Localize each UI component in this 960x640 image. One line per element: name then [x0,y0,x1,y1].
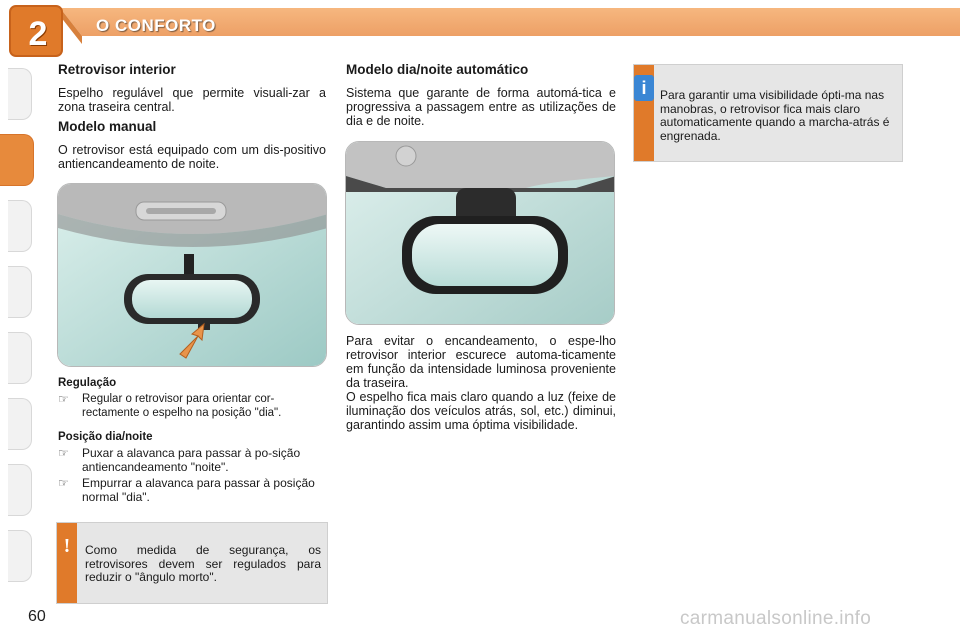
chapter-number: 2 [28,15,48,53]
manual-mirror-illustration [57,183,327,367]
info-note [633,64,903,162]
automatic-mirror-illustration [345,141,615,325]
chapter-tab[interactable] [8,68,32,120]
section-heading-retrovisor: Retrovisor interior [58,62,176,77]
chapter-tab[interactable] [8,530,32,582]
paragraph-intro: Espelho regulável que permite visuali-zar a zona traseira central. [58,86,326,114]
info-icon: i [634,75,654,101]
subheading-posicao: Posição dia/noite [58,431,153,443]
list-item [58,447,328,475]
list-item-text: Empurrar a alavanca para passar à posição normal "dia". [82,476,315,504]
pointing-hand-icon: ☞ [58,476,69,490]
chapter-tab[interactable] [8,200,32,252]
chapter-tab[interactable] [8,266,32,318]
paragraph-automatico: Sistema que garante de forma automá-tica e progressiva a passagem entre as utilizações de dia e de noite. [346,86,616,128]
paragraph-manual: O retrovisor está equipado com um dis-positivo antiencandeamento de noite. [58,143,326,171]
list-item-text: Regular o retrovisor para orientar cor-rectamente o espelho na posição "dia". [82,393,282,419]
chapter-tab-active[interactable] [0,134,34,186]
chapter-tab[interactable] [8,464,32,516]
chapter-title: O CONFORTO [96,16,216,35]
pointing-hand-icon: ☞ [58,392,69,406]
warning-icon: ! [57,533,77,559]
paragraph-claro: O espelho fica mais claro quando a luz (feixe de iluminação dos veículos atrás, sol, etc.) diminui, garantindo assim uma óptima visibilidade. [346,390,616,432]
subheading-regulacao: Regulação [58,377,117,389]
chapter-tab[interactable] [8,332,32,384]
page-number: 60 [28,608,46,625]
info-text: Para garantir uma visibilidade ópti-ma nas manobras, o retrovisor fica mais claro automaticamente quando a marcha-atrás é engrenada. [660,88,890,143]
warning-note [56,522,328,604]
chapter-tab[interactable] [8,398,32,450]
page-header [0,0,960,62]
list-item [58,477,328,505]
pointing-hand-icon: ☞ [58,446,69,460]
warning-text: Como medida de segurança, os retrovisores devem ser regulados para reduzir o "ângulo morto". [85,543,321,584]
paragraph-escurece: Para evitar o encandeamento, o espe-lho retrovisor interior escurece automa-ticamente em função da intensidade luminosa proveniente da traseira. [346,334,616,390]
section-heading-manual: Modelo manual [58,119,157,134]
section-heading-automatico: Modelo dia/noite automático [346,62,529,77]
list-item [58,393,328,421]
chapter-tabs [0,62,34,582]
watermark: carmanualsonline.info [680,608,872,629]
list-item-text: Puxar a alavanca para passar à po-sição antiencandeamento "noite". [82,446,301,474]
